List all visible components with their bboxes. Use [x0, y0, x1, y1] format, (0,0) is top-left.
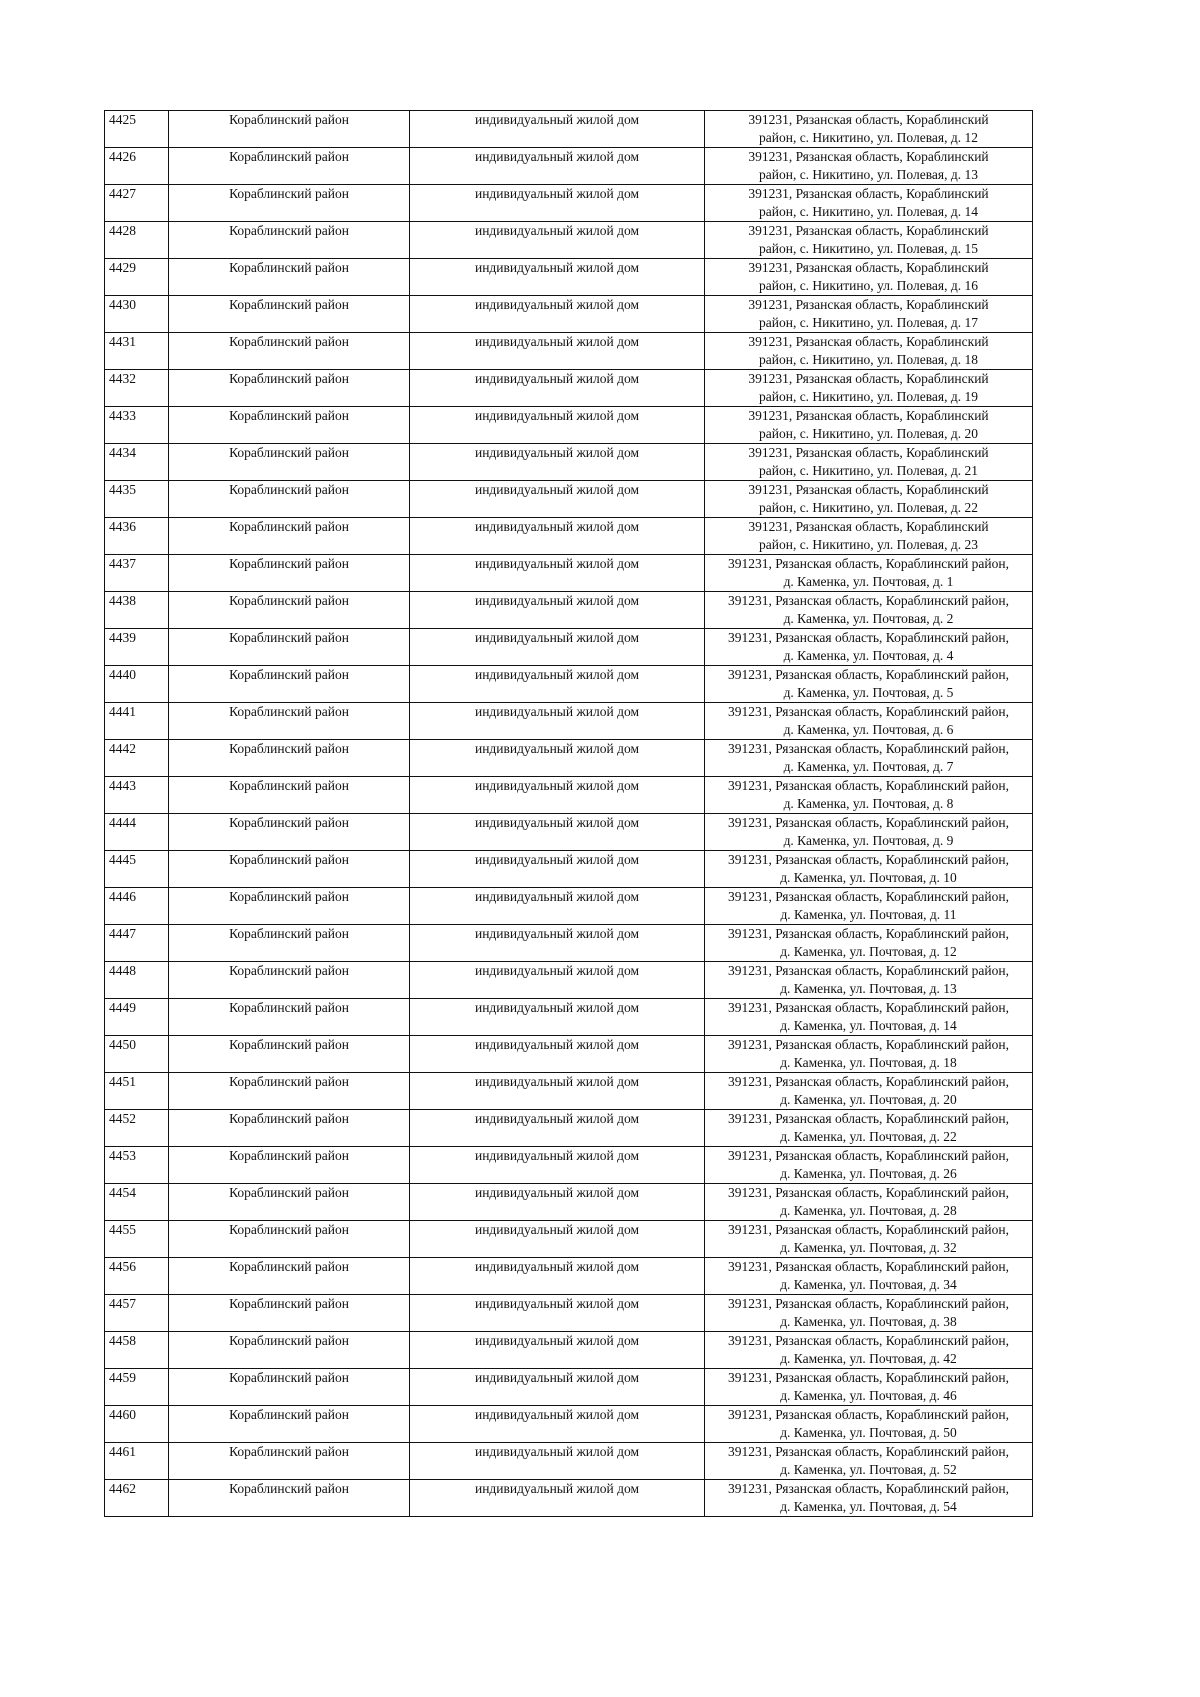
- address-line: район, с. Никитино, ул. Полевая, д. 14: [759, 204, 978, 219]
- address-cell: [705, 518, 1033, 555]
- address-line: район, с. Никитино, ул. Полевая, д. 12: [759, 130, 978, 145]
- address-cell: [705, 999, 1033, 1036]
- row-number-cell: 4431: [105, 333, 169, 370]
- object-type-cell: индивидуальный жилой дом: [410, 925, 705, 962]
- address-line: 391231, Рязанская область, Кораблинский: [748, 186, 989, 201]
- table-row: [105, 1406, 1033, 1443]
- row-number-cell: 4445: [105, 851, 169, 888]
- address-line: 391231, Рязанская область, Кораблинский район,: [728, 593, 1009, 608]
- address-line: д. Каменка, ул. Почтовая, д. 54: [780, 1499, 957, 1514]
- table-row: [105, 888, 1033, 925]
- address-line: д. Каменка, ул. Почтовая, д. 38: [780, 1314, 957, 1329]
- address-cell: [705, 1258, 1033, 1295]
- address-cell: [705, 259, 1033, 296]
- table-row: [105, 518, 1033, 555]
- address-line: 391231, Рязанская область, Кораблинский район,: [728, 1037, 1009, 1052]
- address-line: 391231, Рязанская область, Кораблинский: [748, 223, 989, 238]
- address-line: 391231, Рязанская область, Кораблинский район,: [728, 1407, 1009, 1422]
- address-line: 391231, Рязанская область, Кораблинский район,: [728, 630, 1009, 645]
- address-line: д. Каменка, ул. Почтовая, д. 1: [783, 574, 954, 589]
- district-cell: Кораблинский район: [169, 1258, 410, 1295]
- row-number-cell: 4428: [105, 222, 169, 259]
- address-line: 391231, Рязанская область, Кораблинский район,: [728, 926, 1009, 941]
- object-type-cell: индивидуальный жилой дом: [410, 1295, 705, 1332]
- district-cell: Кораблинский район: [169, 592, 410, 629]
- table-row: [105, 1369, 1033, 1406]
- object-type-cell: индивидуальный жилой дом: [410, 370, 705, 407]
- table-row: [105, 777, 1033, 814]
- district-cell: Кораблинский район: [169, 259, 410, 296]
- object-type-cell: индивидуальный жилой дом: [410, 1221, 705, 1258]
- row-number-cell: 4447: [105, 925, 169, 962]
- row-number-cell: 4433: [105, 407, 169, 444]
- row-number-cell: 4446: [105, 888, 169, 925]
- table-row: [105, 407, 1033, 444]
- table-row: [105, 1221, 1033, 1258]
- address-cell: [705, 962, 1033, 999]
- district-cell: Кораблинский район: [169, 888, 410, 925]
- row-number-cell: 4460: [105, 1406, 169, 1443]
- address-line: 391231, Рязанская область, Кораблинский район,: [728, 889, 1009, 904]
- address-line: 391231, Рязанская область, Кораблинский район,: [728, 1074, 1009, 1089]
- address-line: д. Каменка, ул. Почтовая, д. 18: [780, 1055, 957, 1070]
- table-row: [105, 703, 1033, 740]
- row-number-cell: 4432: [105, 370, 169, 407]
- table-row: [105, 851, 1033, 888]
- object-type-cell: индивидуальный жилой дом: [410, 1036, 705, 1073]
- address-line: 391231, Рязанская область, Кораблинский район,: [728, 556, 1009, 571]
- row-number-cell: 4427: [105, 185, 169, 222]
- address-cell: [705, 851, 1033, 888]
- district-cell: Кораблинский район: [169, 333, 410, 370]
- object-type-cell: индивидуальный жилой дом: [410, 1110, 705, 1147]
- district-cell: Кораблинский район: [169, 1369, 410, 1406]
- object-type-cell: индивидуальный жилой дом: [410, 629, 705, 666]
- district-cell: Кораблинский район: [169, 1295, 410, 1332]
- address-line: 391231, Рязанская область, Кораблинский район,: [728, 667, 1009, 682]
- address-line: 391231, Рязанская область, Кораблинский: [748, 297, 989, 312]
- district-cell: Кораблинский район: [169, 407, 410, 444]
- address-line: 391231, Рязанская область, Кораблинский: [748, 260, 989, 275]
- address-cell: [705, 740, 1033, 777]
- address-line: д. Каменка, ул. Почтовая, д. 9: [783, 833, 954, 848]
- object-type-cell: индивидуальный жилой дом: [410, 999, 705, 1036]
- district-cell: Кораблинский район: [169, 629, 410, 666]
- table-row: [105, 111, 1033, 148]
- table-row: [105, 333, 1033, 370]
- address-line: 391231, Рязанская область, Кораблинский район,: [728, 741, 1009, 756]
- object-type-cell: индивидуальный жилой дом: [410, 1147, 705, 1184]
- row-number-cell: 4454: [105, 1184, 169, 1221]
- row-number-cell: 4451: [105, 1073, 169, 1110]
- address-line: д. Каменка, ул. Почтовая, д. 42: [780, 1351, 957, 1366]
- object-type-cell: индивидуальный жилой дом: [410, 1443, 705, 1480]
- address-line: д. Каменка, ул. Почтовая, д. 32: [780, 1240, 957, 1255]
- address-cell: [705, 666, 1033, 703]
- address-cell: [705, 370, 1033, 407]
- address-cell: [705, 296, 1033, 333]
- row-number-cell: 4429: [105, 259, 169, 296]
- address-line: 391231, Рязанская область, Кораблинский район,: [728, 1111, 1009, 1126]
- object-type-cell: индивидуальный жилой дом: [410, 1332, 705, 1369]
- district-cell: Кораблинский район: [169, 148, 410, 185]
- address-line: д. Каменка, ул. Почтовая, д. 46: [780, 1388, 957, 1403]
- address-cell: [705, 1221, 1033, 1258]
- object-type-cell: индивидуальный жилой дом: [410, 1258, 705, 1295]
- object-type-cell: индивидуальный жилой дом: [410, 185, 705, 222]
- address-line: д. Каменка, ул. Почтовая, д. 7: [783, 759, 954, 774]
- address-line: 391231, Рязанская область, Кораблинский район,: [728, 778, 1009, 793]
- address-line: 391231, Рязанская область, Кораблинский район,: [728, 1296, 1009, 1311]
- address-line: 391231, Рязанская область, Кораблинский: [748, 149, 989, 164]
- address-line: 391231, Рязанская область, Кораблинский район,: [728, 1148, 1009, 1163]
- row-number-cell: 4461: [105, 1443, 169, 1480]
- address-line: район, с. Никитино, ул. Полевая, д. 19: [759, 389, 978, 404]
- row-number-cell: 4425: [105, 111, 169, 148]
- table-row: [105, 1073, 1033, 1110]
- address-line: 391231, Рязанская область, Кораблинский: [748, 371, 989, 386]
- address-line: 391231, Рязанская область, Кораблинский район,: [728, 1333, 1009, 1348]
- address-line: район, с. Никитино, ул. Полевая, д. 21: [759, 463, 978, 478]
- address-line: д. Каменка, ул. Почтовая, д. 5: [783, 685, 954, 700]
- address-line: д. Каменка, ул. Почтовая, д. 52: [780, 1462, 957, 1477]
- address-cell: [705, 1295, 1033, 1332]
- table-row: [105, 814, 1033, 851]
- address-cell: [705, 703, 1033, 740]
- address-cell: [705, 1073, 1033, 1110]
- address-line: д. Каменка, ул. Почтовая, д. 13: [780, 981, 957, 996]
- table-row: [105, 666, 1033, 703]
- district-cell: Кораблинский район: [169, 555, 410, 592]
- address-line: 391231, Рязанская область, Кораблинский: [748, 482, 989, 497]
- table-row: [105, 555, 1033, 592]
- table-row: [105, 1295, 1033, 1332]
- address-line: 391231, Рязанская область, Кораблинский район,: [728, 815, 1009, 830]
- address-line: район, с. Никитино, ул. Полевая, д. 17: [759, 315, 978, 330]
- address-cell: [705, 111, 1033, 148]
- address-line: д. Каменка, ул. Почтовая, д. 50: [780, 1425, 957, 1440]
- address-line: район, с. Никитино, ул. Полевая, д. 15: [759, 241, 978, 256]
- row-number-cell: 4435: [105, 481, 169, 518]
- object-type-cell: индивидуальный жилой дом: [410, 481, 705, 518]
- address-cell: [705, 1480, 1033, 1517]
- row-number-cell: 4443: [105, 777, 169, 814]
- object-type-cell: индивидуальный жилой дом: [410, 1369, 705, 1406]
- address-cell: [705, 1036, 1033, 1073]
- address-cell: [705, 1443, 1033, 1480]
- address-line: д. Каменка, ул. Почтовая, д. 14: [780, 1018, 957, 1033]
- address-cell: [705, 148, 1033, 185]
- table-row: [105, 296, 1033, 333]
- object-type-cell: индивидуальный жилой дом: [410, 407, 705, 444]
- object-type-cell: индивидуальный жилой дом: [410, 592, 705, 629]
- object-type-cell: индивидуальный жилой дом: [410, 222, 705, 259]
- address-line: 391231, Рязанская область, Кораблинский район,: [728, 1185, 1009, 1200]
- table-row: [105, 444, 1033, 481]
- address-cell: [705, 222, 1033, 259]
- table-row: [105, 185, 1033, 222]
- district-cell: Кораблинский район: [169, 111, 410, 148]
- address-line: д. Каменка, ул. Почтовая, д. 28: [780, 1203, 957, 1218]
- table-row: [105, 740, 1033, 777]
- district-cell: Кораблинский район: [169, 518, 410, 555]
- row-number-cell: 4449: [105, 999, 169, 1036]
- district-cell: Кораблинский район: [169, 814, 410, 851]
- district-cell: Кораблинский район: [169, 666, 410, 703]
- row-number-cell: 4441: [105, 703, 169, 740]
- table-row: [105, 1258, 1033, 1295]
- table-row: [105, 148, 1033, 185]
- district-cell: Кораблинский район: [169, 851, 410, 888]
- object-type-cell: индивидуальный жилой дом: [410, 333, 705, 370]
- district-cell: Кораблинский район: [169, 999, 410, 1036]
- object-type-cell: индивидуальный жилой дом: [410, 1480, 705, 1517]
- district-cell: Кораблинский район: [169, 222, 410, 259]
- district-cell: Кораблинский район: [169, 296, 410, 333]
- row-number-cell: 4448: [105, 962, 169, 999]
- object-type-cell: индивидуальный жилой дом: [410, 555, 705, 592]
- address-cell: [705, 1406, 1033, 1443]
- district-cell: Кораблинский район: [169, 1110, 410, 1147]
- district-cell: Кораблинский район: [169, 1406, 410, 1443]
- address-cell: [705, 1369, 1033, 1406]
- table-row: [105, 1332, 1033, 1369]
- table-row: [105, 1147, 1033, 1184]
- district-cell: Кораблинский район: [169, 1036, 410, 1073]
- table-row: [105, 999, 1033, 1036]
- object-type-cell: индивидуальный жилой дом: [410, 1073, 705, 1110]
- object-type-cell: индивидуальный жилой дом: [410, 1406, 705, 1443]
- object-type-cell: индивидуальный жилой дом: [410, 851, 705, 888]
- object-type-cell: индивидуальный жилой дом: [410, 814, 705, 851]
- district-cell: Кораблинский район: [169, 444, 410, 481]
- address-cell: [705, 1184, 1033, 1221]
- object-type-cell: индивидуальный жилой дом: [410, 296, 705, 333]
- row-number-cell: 4438: [105, 592, 169, 629]
- object-type-cell: индивидуальный жилой дом: [410, 111, 705, 148]
- address-line: д. Каменка, ул. Почтовая, д. 11: [780, 907, 957, 922]
- address-line: д. Каменка, ул. Почтовая, д. 6: [783, 722, 954, 737]
- table-row: [105, 1184, 1033, 1221]
- table-row: [105, 481, 1033, 518]
- address-line: д. Каменка, ул. Почтовая, д. 20: [780, 1092, 957, 1107]
- address-line: д. Каменка, ул. Почтовая, д. 10: [780, 870, 957, 885]
- address-cell: [705, 185, 1033, 222]
- table-row: [105, 629, 1033, 666]
- object-type-cell: индивидуальный жилой дом: [410, 259, 705, 296]
- address-line: д. Каменка, ул. Почтовая, д. 26: [780, 1166, 957, 1181]
- object-type-cell: индивидуальный жилой дом: [410, 740, 705, 777]
- address-line: 391231, Рязанская область, Кораблинский район,: [728, 1444, 1009, 1459]
- object-type-cell: индивидуальный жилой дом: [410, 962, 705, 999]
- address-cell: [705, 629, 1033, 666]
- row-number-cell: 4430: [105, 296, 169, 333]
- address-line: д. Каменка, ул. Почтовая, д. 22: [780, 1129, 957, 1144]
- row-number-cell: 4458: [105, 1332, 169, 1369]
- row-number-cell: 4434: [105, 444, 169, 481]
- address-cell: [705, 1332, 1033, 1369]
- district-cell: Кораблинский район: [169, 185, 410, 222]
- district-cell: Кораблинский район: [169, 703, 410, 740]
- address-line: д. Каменка, ул. Почтовая, д. 8: [783, 796, 954, 811]
- address-cell: [705, 888, 1033, 925]
- row-number-cell: 4440: [105, 666, 169, 703]
- district-cell: Кораблинский район: [169, 1480, 410, 1517]
- address-cell: [705, 1147, 1033, 1184]
- district-cell: Кораблинский район: [169, 1147, 410, 1184]
- address-line: 391231, Рязанская область, Кораблинский: [748, 112, 989, 127]
- district-cell: Кораблинский район: [169, 1184, 410, 1221]
- table-row: [105, 1036, 1033, 1073]
- district-cell: Кораблинский район: [169, 370, 410, 407]
- row-number-cell: 4444: [105, 814, 169, 851]
- address-line: 391231, Рязанская область, Кораблинский район,: [728, 1259, 1009, 1274]
- address-line: район, с. Никитино, ул. Полевая, д. 16: [759, 278, 978, 293]
- row-number-cell: 4450: [105, 1036, 169, 1073]
- address-line: 391231, Рязанская область, Кораблинский район,: [728, 704, 1009, 719]
- address-cell: [705, 444, 1033, 481]
- row-number-cell: 4455: [105, 1221, 169, 1258]
- address-cell: [705, 592, 1033, 629]
- address-cell: [705, 333, 1033, 370]
- address-cell: [705, 407, 1033, 444]
- address-cell: [705, 481, 1033, 518]
- address-line: 391231, Рязанская область, Кораблинский: [748, 445, 989, 460]
- row-number-cell: 4462: [105, 1480, 169, 1517]
- address-line: 391231, Рязанская область, Кораблинский район,: [728, 1000, 1009, 1015]
- address-cell: [705, 814, 1033, 851]
- district-cell: Кораблинский район: [169, 1073, 410, 1110]
- row-number-cell: 4452: [105, 1110, 169, 1147]
- object-type-cell: индивидуальный жилой дом: [410, 888, 705, 925]
- address-line: район, с. Никитино, ул. Полевая, д. 18: [759, 352, 978, 367]
- row-number-cell: 4437: [105, 555, 169, 592]
- address-cell: [705, 1110, 1033, 1147]
- housing-registry-table: [104, 110, 1033, 1517]
- object-type-cell: индивидуальный жилой дом: [410, 666, 705, 703]
- district-cell: Кораблинский район: [169, 481, 410, 518]
- table-row: [105, 370, 1033, 407]
- table-row: [105, 592, 1033, 629]
- district-cell: Кораблинский район: [169, 1332, 410, 1369]
- address-line: 391231, Рязанская область, Кораблинский район,: [728, 1481, 1009, 1496]
- address-line: район, с. Никитино, ул. Полевая, д. 23: [759, 537, 978, 552]
- object-type-cell: индивидуальный жилой дом: [410, 148, 705, 185]
- address-line: район, с. Никитино, ул. Полевая, д. 20: [759, 426, 978, 441]
- address-line: район, с. Никитино, ул. Полевая, д. 13: [759, 167, 978, 182]
- table-row: [105, 222, 1033, 259]
- row-number-cell: 4456: [105, 1258, 169, 1295]
- object-type-cell: индивидуальный жилой дом: [410, 1184, 705, 1221]
- address-line: 391231, Рязанская область, Кораблинский: [748, 408, 989, 423]
- table-row: [105, 259, 1033, 296]
- address-line: д. Каменка, ул. Почтовая, д. 4: [783, 648, 954, 663]
- row-number-cell: 4426: [105, 148, 169, 185]
- address-line: 391231, Рязанская область, Кораблинский район,: [728, 852, 1009, 867]
- address-line: д. Каменка, ул. Почтовая, д. 12: [780, 944, 957, 959]
- address-cell: [705, 925, 1033, 962]
- district-cell: Кораблинский район: [169, 777, 410, 814]
- district-cell: Кораблинский район: [169, 740, 410, 777]
- table-row: [105, 1443, 1033, 1480]
- district-cell: Кораблинский район: [169, 925, 410, 962]
- address-line: район, с. Никитино, ул. Полевая, д. 22: [759, 500, 978, 515]
- object-type-cell: индивидуальный жилой дом: [410, 444, 705, 481]
- row-number-cell: 4439: [105, 629, 169, 666]
- table-row: [105, 1480, 1033, 1517]
- object-type-cell: индивидуальный жилой дом: [410, 777, 705, 814]
- table-row: [105, 925, 1033, 962]
- object-type-cell: индивидуальный жилой дом: [410, 518, 705, 555]
- address-line: 391231, Рязанская область, Кораблинский район,: [728, 1222, 1009, 1237]
- address-line: 391231, Рязанская область, Кораблинский район,: [728, 963, 1009, 978]
- address-cell: [705, 777, 1033, 814]
- row-number-cell: 4457: [105, 1295, 169, 1332]
- row-number-cell: 4453: [105, 1147, 169, 1184]
- district-cell: Кораблинский район: [169, 962, 410, 999]
- address-line: д. Каменка, ул. Почтовая, д. 34: [780, 1277, 957, 1292]
- table-row: [105, 1110, 1033, 1147]
- address-line: 391231, Рязанская область, Кораблинский: [748, 334, 989, 349]
- row-number-cell: 4436: [105, 518, 169, 555]
- district-cell: Кораблинский район: [169, 1221, 410, 1258]
- address-line: д. Каменка, ул. Почтовая, д. 2: [783, 611, 954, 626]
- district-cell: Кораблинский район: [169, 1443, 410, 1480]
- row-number-cell: 4442: [105, 740, 169, 777]
- row-number-cell: 4459: [105, 1369, 169, 1406]
- registry-table-body: [105, 111, 1033, 1517]
- object-type-cell: индивидуальный жилой дом: [410, 703, 705, 740]
- table-row: [105, 962, 1033, 999]
- address-line: 391231, Рязанская область, Кораблинский: [748, 519, 989, 534]
- address-line: 391231, Рязанская область, Кораблинский район,: [728, 1370, 1009, 1385]
- address-cell: [705, 555, 1033, 592]
